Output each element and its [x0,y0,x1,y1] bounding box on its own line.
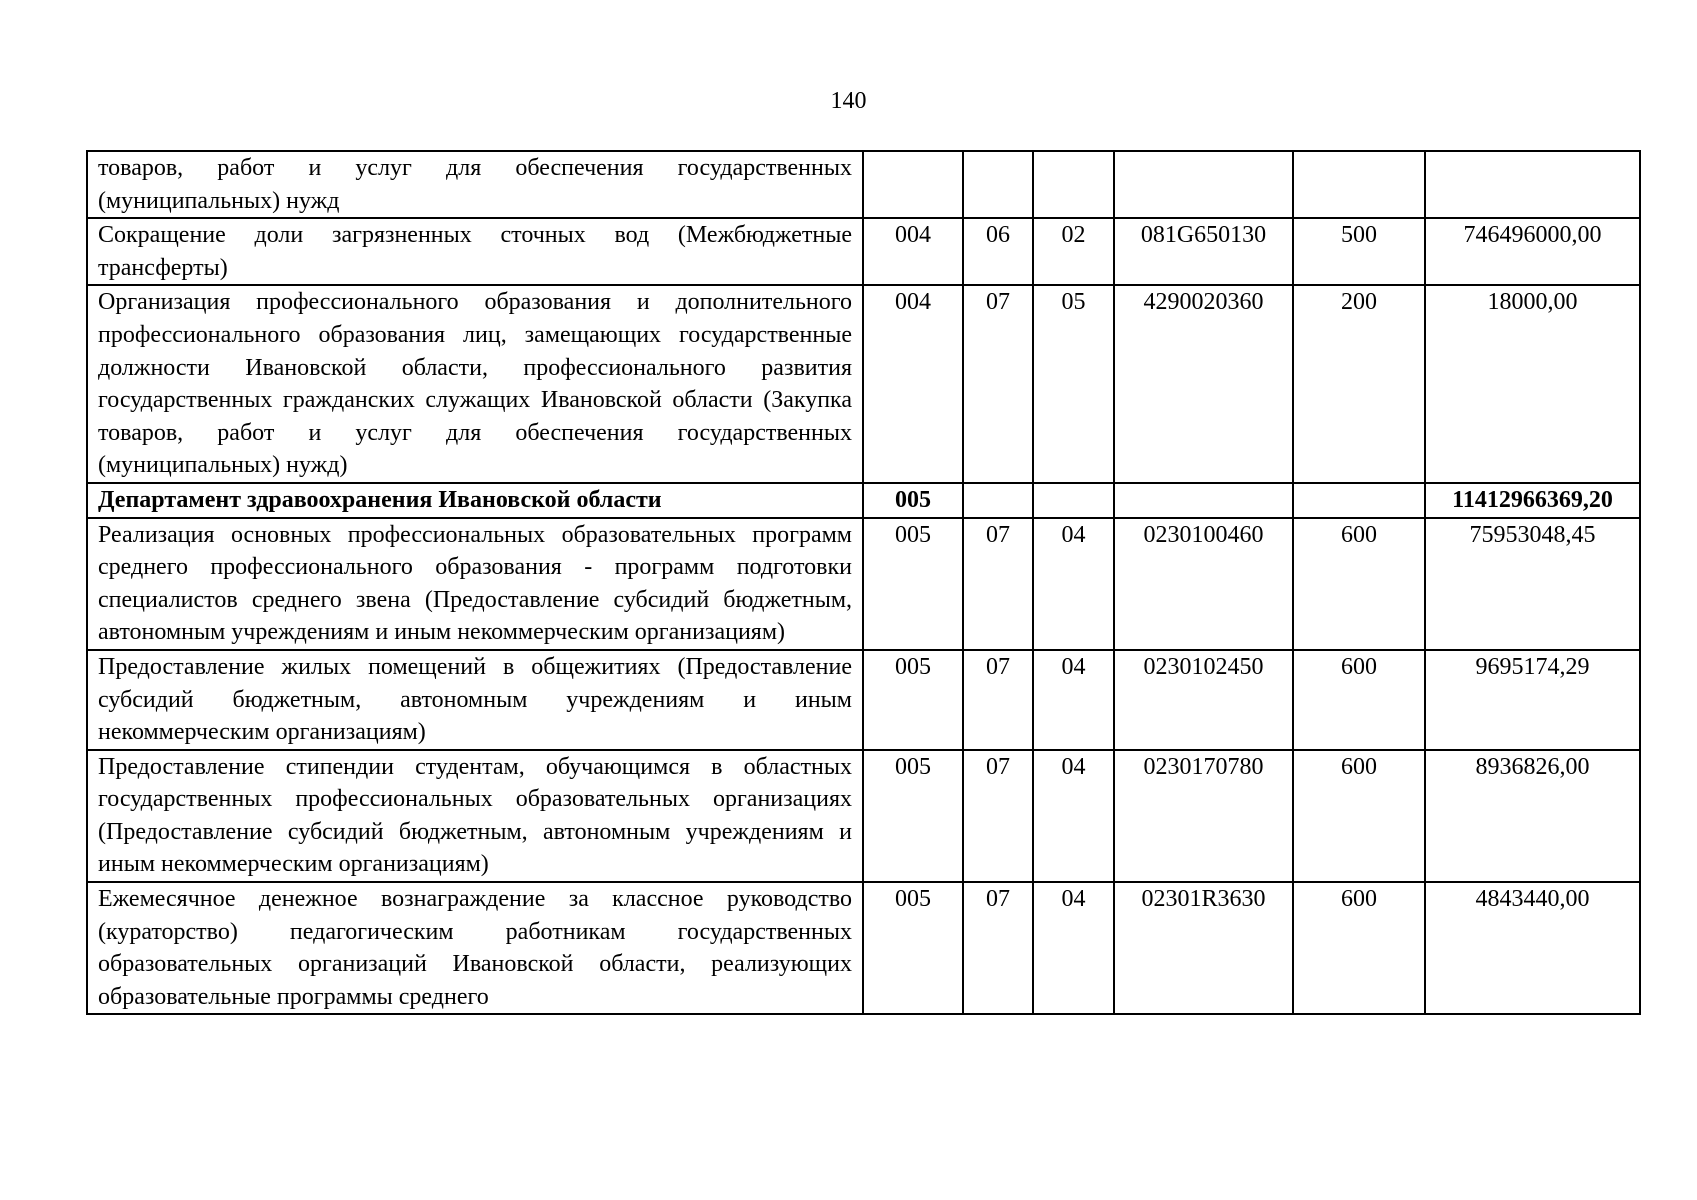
target-article-cell [1114,483,1293,518]
section-code-cell [963,151,1033,218]
amount-cell: 746496000,00 [1425,218,1640,285]
description-cell: Сокращение доли загрязненных сточных вод (Межбюджетные трансферты) [87,218,863,285]
section-code-cell: 06 [963,218,1033,285]
subsection-code-cell: 05 [1033,285,1114,483]
target-article-cell: 4290020360 [1114,285,1293,483]
expense-type-cell: 600 [1293,650,1425,750]
table-row [87,285,1640,483]
department-total-amount-cell: 11412966369,20 [1425,483,1640,518]
description-cell: Реализация основных профессиональных образовательных программ среднего профессионального образования - программ подготовки специалистов среднего звена (Предоставление субсидий бюджетным, автономным учреждениям и иным некоммерческим организациям) [87,518,863,650]
target-article-cell: 0230102450 [1114,650,1293,750]
expense-type-cell: 600 [1293,882,1425,1014]
section-code-cell: 07 [963,518,1033,650]
section-code-cell: 07 [963,882,1033,1014]
amount-cell: 4843440,00 [1425,882,1640,1014]
section-code-cell: 07 [963,285,1033,483]
description-cell: Ежемесячное денежное вознаграждение за классное руководство (кураторство) педагогическим работникам государственных образовательных организаций Ивановской области, реализующих образовательные программы среднего [87,882,863,1014]
page-number: 140 [830,88,867,114]
ministry-code-cell: 005 [863,882,963,1014]
description-cell: Предоставление стипендии студентам, обучающимся в областных государственных профессиональных образовательных организациях (Предоставление субсидий бюджетным, автономным учреждениям и иным некоммерческим организациям) [87,750,863,882]
expense-type-cell: 200 [1293,285,1425,483]
subsection-code-cell: 04 [1033,882,1114,1014]
expense-type-cell [1293,483,1425,518]
table-row [87,650,1640,750]
ministry-code-cell: 004 [863,218,963,285]
ministry-code-cell: 005 [863,650,963,750]
table-row [87,882,1640,1014]
subsection-code-cell [1033,151,1114,218]
target-article-cell: 081G650130 [1114,218,1293,285]
description-cell: Организация профессионального образования и дополнительного профессионального образования лиц, замещающих государственные должности Ивановской области, профессионального развития государственных гражданских служащих Ивановской области (Закупка товаров, работ и услуг для обеспечения государственных (муниципальных) нужд) [87,285,863,483]
table-row [87,518,1640,650]
description-cell: Предоставление жилых помещений в общежитиях (Предоставление субсидий бюджетным, автономным учреждениям и иным некоммерческим организациям) [87,650,863,750]
amount-cell [1425,151,1640,218]
subsection-code-cell: 02 [1033,218,1114,285]
amount-cell: 8936826,00 [1425,750,1640,882]
department-name-cell: Департамент здравоохранения Ивановской области [87,483,863,518]
target-article-cell: 0230100460 [1114,518,1293,650]
department-total-row [87,483,1640,518]
expense-type-cell: 500 [1293,218,1425,285]
expense-type-cell: 600 [1293,750,1425,882]
subsection-code-cell [1033,483,1114,518]
budget-table [86,150,1641,1015]
target-article-cell: 02301R3630 [1114,882,1293,1014]
target-article-cell: 0230170780 [1114,750,1293,882]
section-code-cell: 07 [963,750,1033,882]
amount-cell: 75953048,45 [1425,518,1640,650]
ministry-code-cell [863,151,963,218]
table-row [87,218,1640,285]
amount-cell: 18000,00 [1425,285,1640,483]
description-cell: товаров, работ и услуг для обеспечения государственных (муниципальных) нужд [87,151,863,218]
ministry-code-cell: 005 [863,518,963,650]
section-code-cell [963,483,1033,518]
ministry-code-cell: 005 [863,750,963,882]
ministry-code-cell: 005 [863,483,963,518]
expense-type-cell [1293,151,1425,218]
ministry-code-cell: 004 [863,285,963,483]
amount-cell: 9695174,29 [1425,650,1640,750]
expense-type-cell: 600 [1293,518,1425,650]
subsection-code-cell: 04 [1033,750,1114,882]
budget-table-body [87,151,1640,1014]
subsection-code-cell: 04 [1033,518,1114,650]
table-row [87,750,1640,882]
target-article-cell [1114,151,1293,218]
table-row [87,151,1640,218]
section-code-cell: 07 [963,650,1033,750]
subsection-code-cell: 04 [1033,650,1114,750]
